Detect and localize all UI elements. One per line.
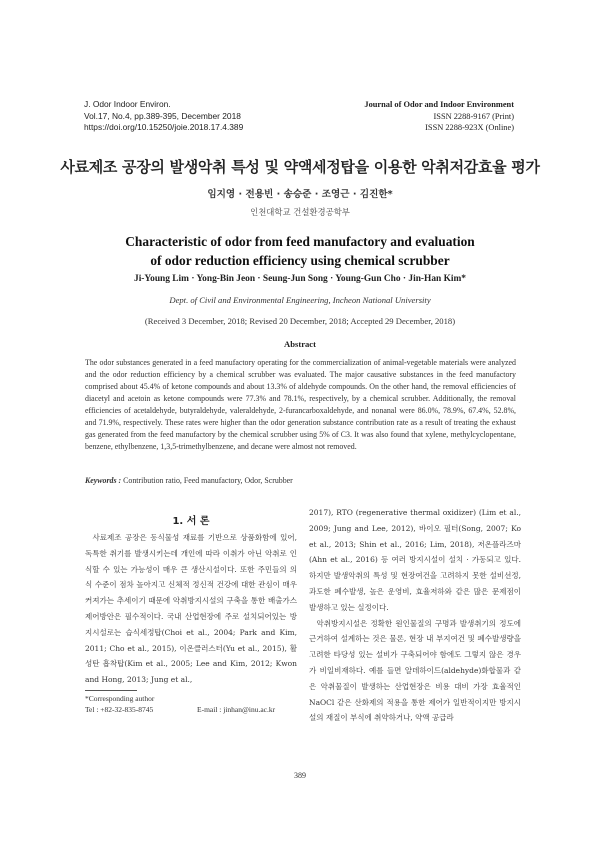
footnote-telephone: Tel : +82-32-835-8745: [85, 705, 154, 714]
footnote-corresponding-author: *Corresponding author: [85, 694, 155, 703]
footnote-email[interactable]: E-mail : jinhan@inu.ac.kr: [197, 705, 276, 714]
authors-english: Ji-Young Lim · Yong-Bin Jeon · Seung-Jun Song · Young-Gun Cho · Jin-Han Kim*: [134, 274, 466, 284]
journal-header-right: [264, 99, 514, 134]
intro-paragraph-1-continued: 2017), RTO (regenerative thermal oxidizer) (Lim et al., 2009; Jung and Lee, 2012), 바이오 필터(Song, 2007; Ko et al., 2013; Shin et al., 2016; Lim, 2018), 저온플라즈마(Ahn et al., 2016) 등 여러 방지시설이 설치 · 가동되고 있다. 하지만 발생악취의 특성 및 현장여건을 고려하지 못한 설비선정, 과도한 폐수발생, 높은 운영비, 효율저하와 같은 많은 문제점이 발생하고 있는 실정이다.: [309, 508, 521, 612]
body-column-right: [309, 505, 521, 726]
intro-paragraph-2: 악취방지시설은 정확한 원인물질의 구명과 발생취기의 정도에 근거하여 설계하는 것은 물론, 현장 내 부지여건 및 폐수발생량을 고려한 타당성 있는 설비가 구축되어야 함에도 그렇지 않은 경우가 비일비재하다. 예를 들면 알데하이드(aldehyde)화합물과 같은 악취물질이 발생하는 산업현장은 비용 대비 가장 효율적인 NaOCl 같은 산화제의 적용을 통한 제어가 일반적이지만 방지시설의 재질이 부식에 취약하거나, 약액 공급라: [309, 618, 521, 723]
intro-paragraph-1: 사료제조 공장은 동식물성 재료를 기반으로 상품화함에 있어, 독특한 취기를 발생시키는데 개인에 따라 이취가 아닌 악취로 인식할 수 있는 가능성이 매우 큰 생산시설이다. 또한 주민들의 의식 수준이 점차 높아지고 신체적 정신적 건강에 대한 관심이 매우 커져가는 추세이기 때문에 악취방지시설의 구축을 통한 배출가스 제어방안은 필수적이다. 국내 산업현장에 주로 설치되어있는 방지시설로는 습식세정탑(Choi et al., 2004; Park and Kim, 2011; Cho et al., 2015), 이온클러스터(Yu et al., 2015), 활성탄 흡착탑(Kim et al., 2005; Lee and Kim, 2012; Kwon and Hong, 2013; Jung et al.,: [85, 533, 297, 685]
abstract-heading: Abstract: [284, 339, 316, 349]
title-english-line2: of odor reduction efficiency using chemical scrubber: [150, 253, 450, 268]
keywords-label: Keywords :: [85, 476, 122, 485]
keywords: [85, 476, 516, 485]
doi-link[interactable]: https://doi.org/10.15250/joie.2018.17.4.389: [84, 122, 244, 133]
abstract-body: The odor substances generated in a feed manufactory operating for the commercialization of animal-vegetable materials were analyzed and the odor reduction efficiency by a chemical scrubber was evaluated. The major causative substances in the feed manufactory comprised about 45.4% of ketone compounds and about 13.3% of aldehyde compounds. On the other hand, the removal efficiencies of diacetyl and acetoin as ketone compounds were 77.3% and 78.1%, respectively, by a chemical scrubber. Additionally, the removal efficiencies of acetaldehyde, butyraldehyde, valeraldehyde, 2-furancarboxaldehyde, and nonanal were 86.0%, 78.9%, 67.4%, 52.8%, and 71.9%, respectively. These rates were higher than the odor generation substance contribution rate as a result of treating the exhaust gas generated from the feed manufactory by the chemical scrubber using 5% of C3. It was also found that xylene, methylcyclopentane, benzene, ethylbenzene, 1,3,5-trimethylbenzene, and decane were almost not removed.: [85, 358, 516, 452]
title-korean: 사료제조 공장의 발생악취 특성 및 약액세정탑을 이용한 악취저감효율 평가: [60, 158, 540, 176]
journal-short-name: J. Odor Indoor Environ.: [84, 99, 171, 109]
title-english: [60, 232, 540, 270]
title-english-line1: Characteristic of odor from feed manufactory and evaluation: [125, 234, 475, 249]
volume-info: Vol.17, No.4, pp.389-395, December 2018: [84, 110, 241, 121]
authors-korean: 임지영 · 전용빈 · 송승준 · 조영근 · 김진한*: [207, 189, 393, 200]
received-dates: (Received 3 December, 2018; Revised 20 December, 2018; Accepted 29 December, 2018): [144, 316, 456, 326]
issn-print: ISSN 2288-9167 (Print): [433, 111, 514, 121]
journal-full-name: Journal of Odor and Indoor Environment: [364, 100, 514, 109]
keywords-text: Contribution ratio, Feed manufactory, Odor, Scrubber: [123, 476, 293, 485]
affiliation-korean: 인천대학교 건설환경공학부: [250, 207, 350, 217]
page-number: 389: [294, 771, 306, 780]
body-column-left: [85, 530, 297, 688]
section-title-introduction: 1. 서 론: [172, 516, 210, 527]
affiliation-english: Dept. of Civil and Environmental Engineering, Incheon National University: [169, 295, 431, 305]
footnote-divider: [85, 690, 137, 691]
issn-online: ISSN 2288-923X (Online): [425, 123, 514, 133]
